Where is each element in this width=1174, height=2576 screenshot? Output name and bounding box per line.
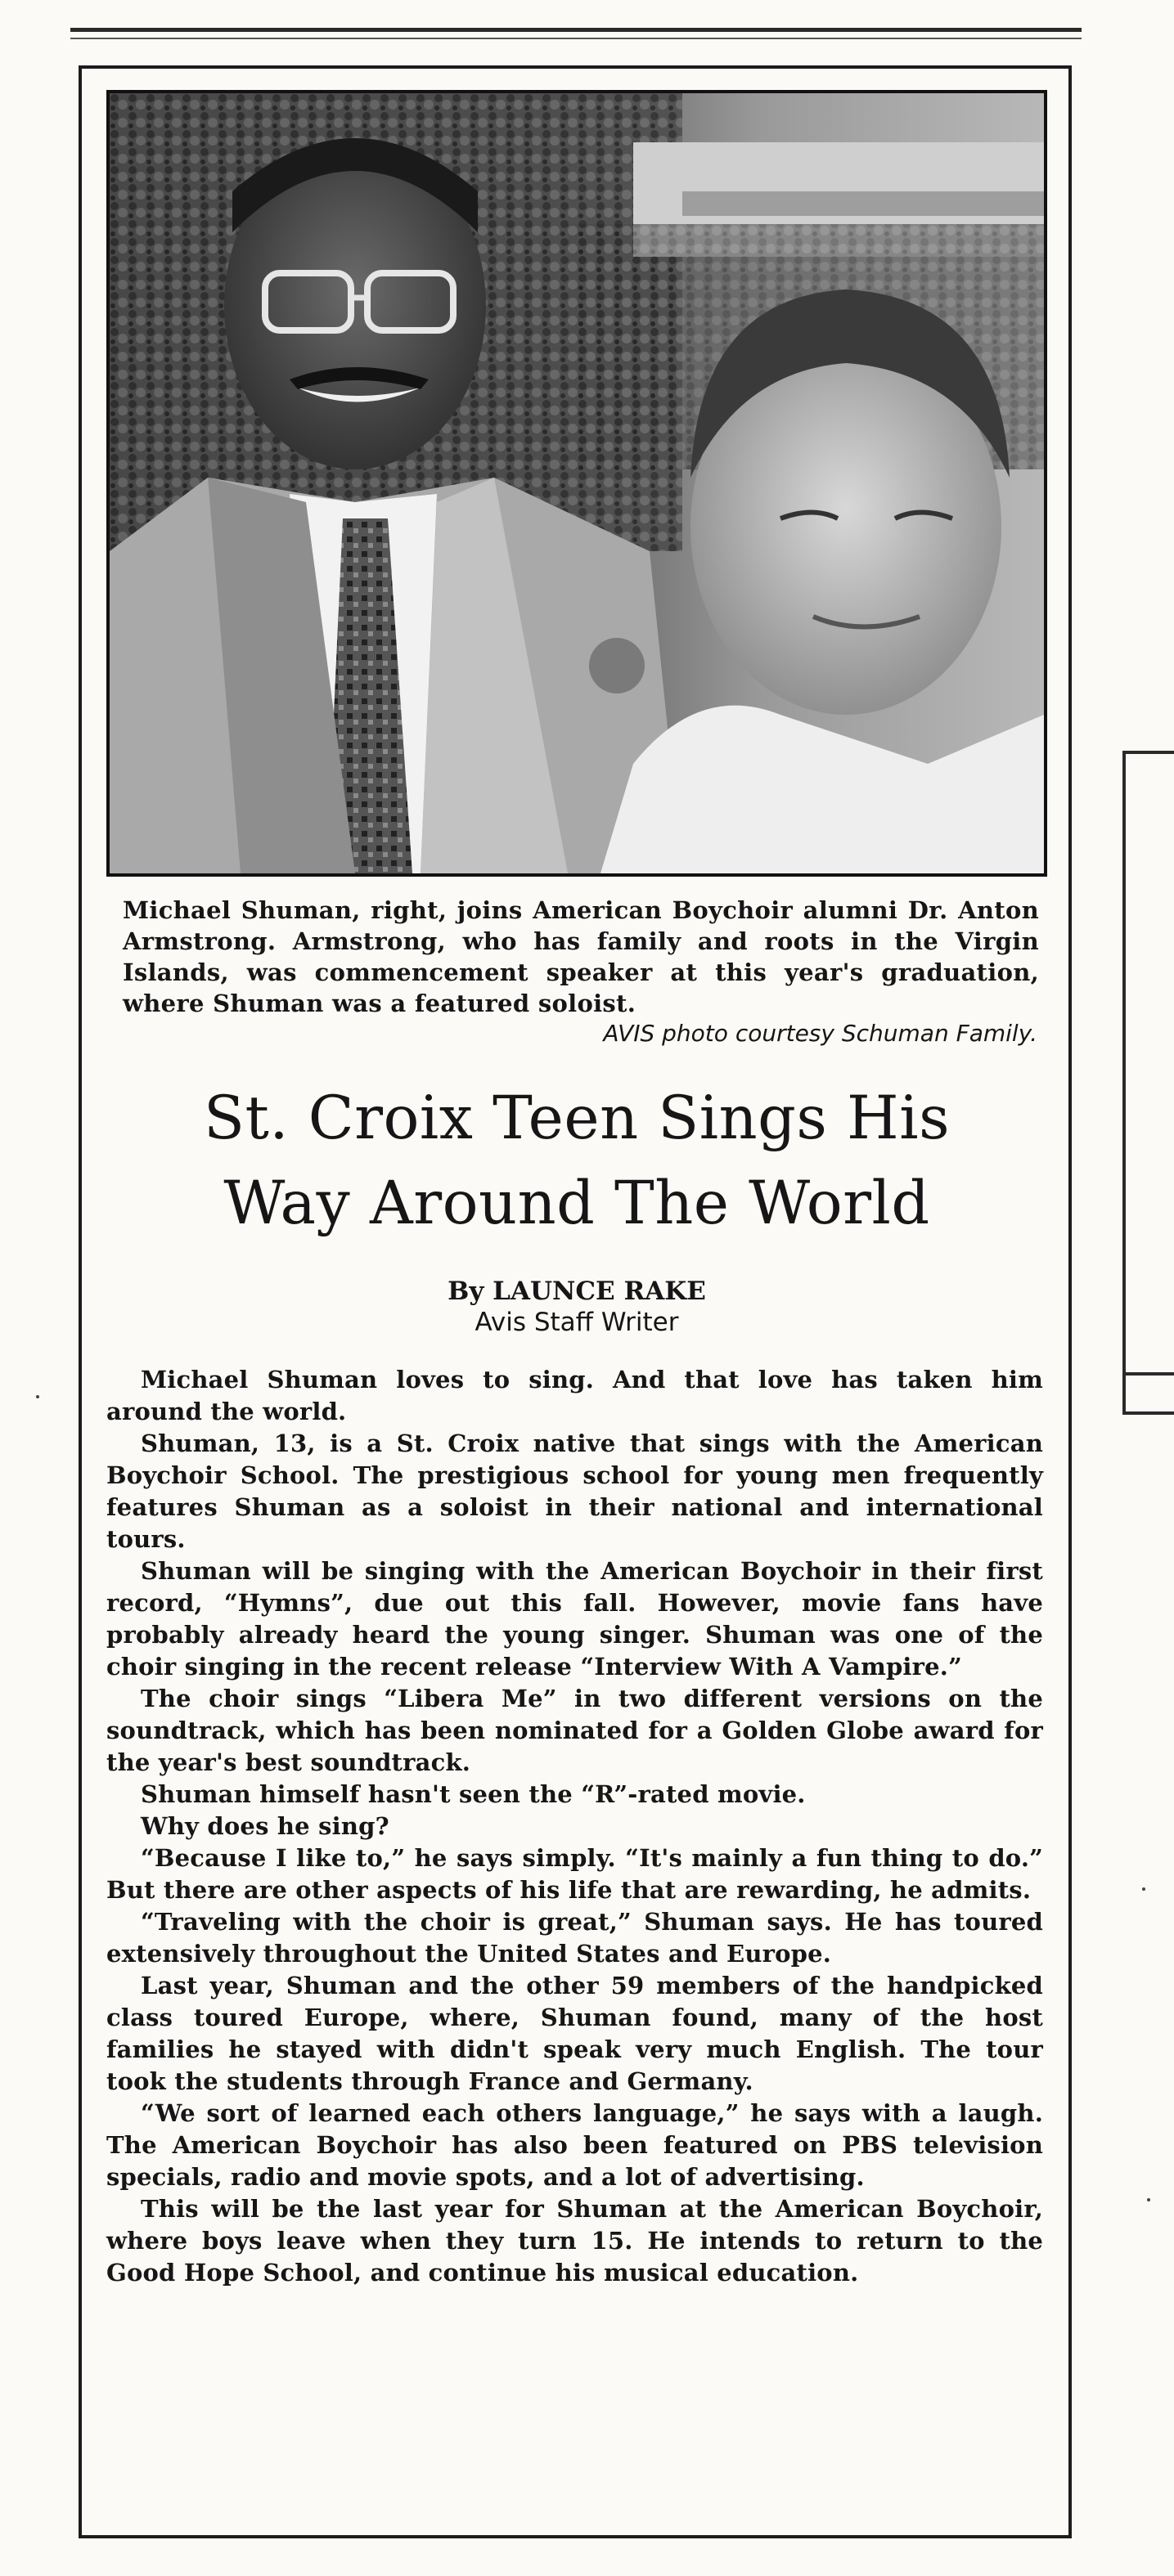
byline-author: By LAUNCE RAKE <box>448 1277 706 1306</box>
body-paragraph: “Because I like to,” he says simply. “It's mainly a fun thing to do.” But there are other aspects of his life that are rewarding, he admits. <box>106 1844 1043 1904</box>
body-paragraph: “We sort of learned each others language,” he says with a laugh. The American Boychoir has also been featured on PBS television specials, radio and movie spots, and a lot of advertising. <box>106 2099 1043 2191</box>
paper-speck <box>36 1395 39 1398</box>
adjacent-column-rule-bottom <box>1122 1411 1174 1415</box>
byline <box>98 1276 1055 1338</box>
adjacent-column-rule <box>1122 751 1126 1415</box>
article-headline <box>98 1076 1055 1246</box>
article-photo <box>106 90 1047 877</box>
body-paragraph: This will be the last year for Shuman at the American Boychoir, where boys leave when they turn 15. He intends to return to the Good Hope School, and continue his musical education. <box>106 2195 1043 2287</box>
top-rule-thin <box>70 38 1082 39</box>
article-frame <box>79 65 1072 2538</box>
top-rule <box>70 28 1082 32</box>
photo-of-two-people-icon <box>110 93 1044 873</box>
byline-title: Avis Staff Writer <box>475 1308 679 1337</box>
body-paragraph: Shuman, 13, is a St. Croix native that sings with the American Boychoir School. The prestigious school for young men frequently features Shuman as a soloist in their national and international tours. <box>106 1429 1043 1553</box>
paper-speck <box>1147 2198 1150 2201</box>
body-paragraph: Shuman himself hasn't seen the “R”-rated movie. <box>141 1780 806 1808</box>
adjacent-column-rule-top <box>1122 751 1174 754</box>
paper-speck <box>1142 1887 1145 1891</box>
headline-line-2: Way Around The World <box>223 1169 930 1238</box>
body-paragraph: Michael Shuman loves to sing. And that love has taken him around the world. <box>106 1366 1043 1425</box>
body-paragraph: The choir sings “Libera Me” in two different versions on the soundtrack, which has been nominated for a Golden Globe award for the year's best soundtrack. <box>106 1685 1043 1776</box>
body-paragraph: Shuman will be singing with the American Boychoir in their first record, “Hymns”, due out this fall. However, movie fans have probably already heard the young singer. Shuman was one of the choir singing in the recent release “Interview With A Vampire.” <box>106 1557 1043 1681</box>
headline-line-1: St. Croix Teen Sings His <box>203 1084 951 1153</box>
adjacent-column-rule-mid <box>1122 1372 1174 1376</box>
photo-credit: AVIS photo courtesy Schuman Family. <box>603 1020 1037 1047</box>
body-paragraph: Last year, Shuman and the other 59 members of the handpicked class toured Europe, where, Shuman found, many of the host families he stayed with didn't speak very much English. The tour took the students through France and Germany. <box>106 1972 1043 2095</box>
article-body <box>106 1364 1043 2289</box>
photo-caption: Michael Shuman, right, joins American Boychoir alumni Dr. Anton Armstrong. Armstrong, who has family and roots in the Virgin Islands, was commencement speaker at this year's graduation, where Shuman was a featured soloist. <box>123 896 1039 1017</box>
body-paragraph: “Traveling with the choir is great,” Shuman says. He has toured extensively throughout the United States and Europe. <box>106 1908 1043 1968</box>
body-paragraph: Why does he sing? <box>141 1812 389 1840</box>
